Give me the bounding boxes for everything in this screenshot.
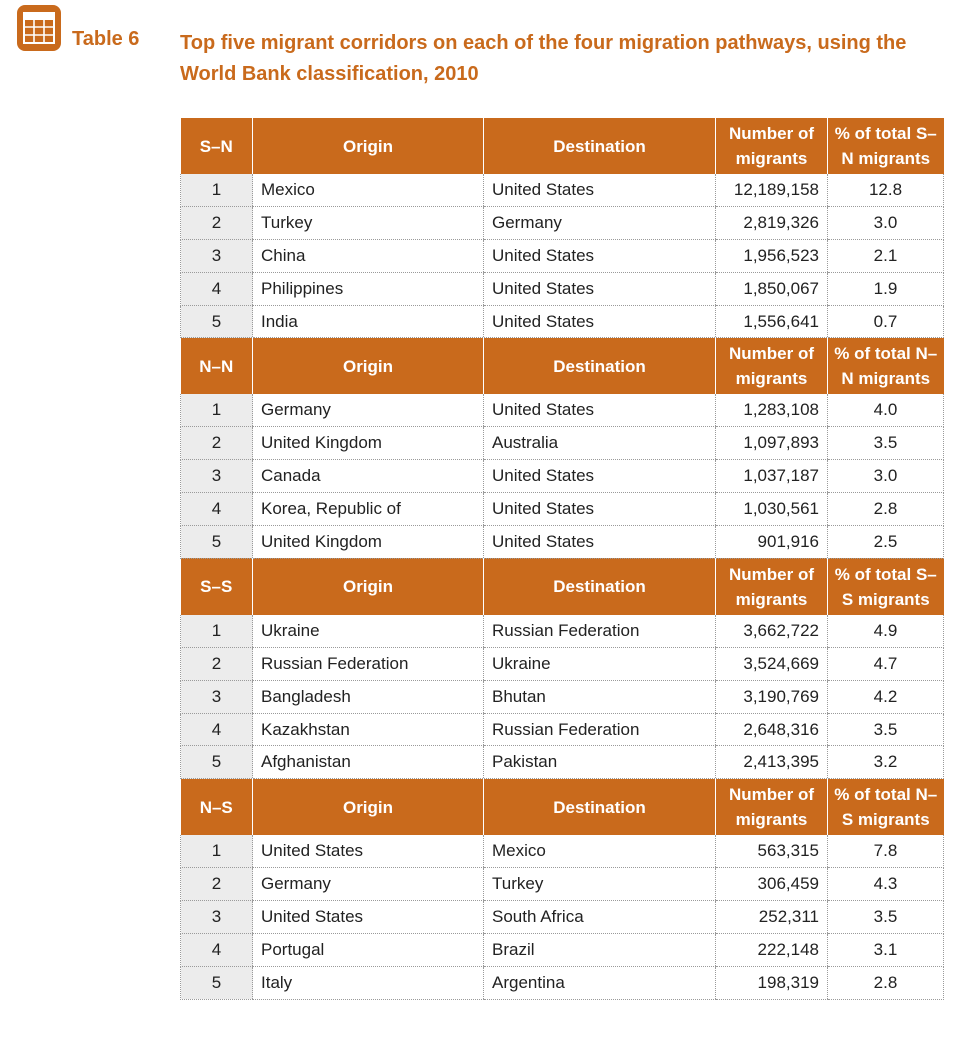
- table-row: [181, 174, 944, 206]
- rank-cell: 3: [181, 239, 253, 272]
- rank-cell: 1: [181, 174, 253, 206]
- origin-cell: Kazakhstan: [253, 713, 484, 746]
- number-cell: 222,148: [716, 934, 828, 967]
- section-header-row: [181, 118, 944, 174]
- origin-cell: Afghanistan: [253, 746, 484, 779]
- table-row: [181, 713, 944, 746]
- percent-cell: 2.5: [828, 526, 944, 559]
- percent-cell: 4.7: [828, 647, 944, 680]
- origin-cell: United Kingdom: [253, 427, 484, 460]
- table-row: [181, 493, 944, 526]
- percent-cell: 12.8: [828, 174, 944, 206]
- origin-cell: United States: [253, 901, 484, 934]
- origin-cell: Philippines: [253, 272, 484, 305]
- origin-cell: Germany: [253, 394, 484, 426]
- rank-cell: 3: [181, 460, 253, 493]
- rank-cell: 5: [181, 746, 253, 779]
- table-row: [181, 305, 944, 338]
- destination-cell: Russian Federation: [484, 713, 716, 746]
- origin-header: Origin: [253, 338, 484, 395]
- destination-cell: United States: [484, 493, 716, 526]
- rank-cell: 3: [181, 680, 253, 713]
- percent-header: % of total S–N migrants: [828, 118, 944, 174]
- destination-cell: United States: [484, 239, 716, 272]
- origin-header: Origin: [253, 118, 484, 174]
- number-header: Number of migrants: [716, 118, 828, 174]
- origin-cell: Korea, Republic of: [253, 493, 484, 526]
- destination-cell: South Africa: [484, 901, 716, 934]
- pathway-header: N–S: [181, 779, 253, 836]
- number-cell: 901,916: [716, 526, 828, 559]
- percent-cell: 3.0: [828, 460, 944, 493]
- number-cell: 1,030,561: [716, 493, 828, 526]
- origin-cell: Germany: [253, 868, 484, 901]
- percent-cell: 2.8: [828, 966, 944, 999]
- origin-cell: India: [253, 305, 484, 338]
- table-row: [181, 901, 944, 934]
- number-cell: 2,648,316: [716, 713, 828, 746]
- percent-cell: 3.5: [828, 427, 944, 460]
- destination-cell: Russian Federation: [484, 615, 716, 647]
- rank-cell: 1: [181, 615, 253, 647]
- table-row: [181, 746, 944, 779]
- rank-cell: 5: [181, 305, 253, 338]
- percent-cell: 4.0: [828, 394, 944, 426]
- destination-cell: United States: [484, 174, 716, 206]
- rank-cell: 4: [181, 934, 253, 967]
- number-cell: 1,850,067: [716, 272, 828, 305]
- rank-cell: 2: [181, 868, 253, 901]
- table-row: [181, 206, 944, 239]
- number-cell: 2,819,326: [716, 206, 828, 239]
- percent-cell: 0.7: [828, 305, 944, 338]
- section-header-row: [181, 558, 944, 615]
- destination-cell: United States: [484, 305, 716, 338]
- rank-cell: 2: [181, 206, 253, 239]
- table-row: [181, 427, 944, 460]
- percent-cell: 3.1: [828, 934, 944, 967]
- table-title: Top five migrant corridors on each of the four migration pathways, using the World Bank classification, 2010: [180, 32, 907, 85]
- rank-cell: 4: [181, 272, 253, 305]
- origin-cell: United Kingdom: [253, 526, 484, 559]
- percent-header: % of total N–S migrants: [828, 779, 944, 836]
- section-header-row: [181, 779, 944, 836]
- destination-header: Destination: [484, 558, 716, 615]
- destination-header: Destination: [484, 779, 716, 836]
- origin-cell: Bangladesh: [253, 680, 484, 713]
- pathway-header: S–N: [181, 118, 253, 174]
- rank-cell: 5: [181, 526, 253, 559]
- percent-cell: 4.9: [828, 615, 944, 647]
- percent-header: % of total S–S migrants: [828, 558, 944, 615]
- rank-cell: 4: [181, 493, 253, 526]
- number-cell: 1,037,187: [716, 460, 828, 493]
- number-cell: 252,311: [716, 901, 828, 934]
- table-row: [181, 394, 944, 426]
- destination-cell: Ukraine: [484, 647, 716, 680]
- table-row: [181, 647, 944, 680]
- destination-cell: Mexico: [484, 835, 716, 867]
- migrant-corridors-table: [180, 118, 944, 1000]
- table-icon: [16, 4, 62, 52]
- number-cell: 563,315: [716, 835, 828, 867]
- number-cell: 2,413,395: [716, 746, 828, 779]
- table-row: [181, 526, 944, 559]
- percent-cell: 7.8: [828, 835, 944, 867]
- table-label: Table 6: [72, 28, 140, 50]
- destination-cell: Pakistan: [484, 746, 716, 779]
- table-row: [181, 239, 944, 272]
- rank-cell: 1: [181, 835, 253, 867]
- origin-header: Origin: [253, 558, 484, 615]
- percent-cell: 3.5: [828, 901, 944, 934]
- origin-cell: Italy: [253, 966, 484, 999]
- destination-cell: Australia: [484, 427, 716, 460]
- origin-cell: China: [253, 239, 484, 272]
- table-row: [181, 272, 944, 305]
- percent-cell: 3.2: [828, 746, 944, 779]
- percent-cell: 4.3: [828, 868, 944, 901]
- number-cell: 306,459: [716, 868, 828, 901]
- percent-cell: 2.1: [828, 239, 944, 272]
- destination-cell: United States: [484, 394, 716, 426]
- rank-cell: 4: [181, 713, 253, 746]
- number-cell: 1,956,523: [716, 239, 828, 272]
- rank-cell: 3: [181, 901, 253, 934]
- destination-header: Destination: [484, 338, 716, 395]
- destination-header: Destination: [484, 118, 716, 174]
- number-header: Number of migrants: [716, 558, 828, 615]
- table-row: [181, 835, 944, 867]
- origin-cell: Mexico: [253, 174, 484, 206]
- origin-cell: Russian Federation: [253, 647, 484, 680]
- origin-cell: Ukraine: [253, 615, 484, 647]
- origin-header: Origin: [253, 779, 484, 836]
- pathway-header: S–S: [181, 558, 253, 615]
- number-header: Number of migrants: [716, 338, 828, 395]
- rank-cell: 2: [181, 647, 253, 680]
- table-row: [181, 934, 944, 967]
- percent-cell: 3.5: [828, 713, 944, 746]
- number-header: Number of migrants: [716, 779, 828, 836]
- table-row: [181, 615, 944, 647]
- number-cell: 3,524,669: [716, 647, 828, 680]
- table-row: [181, 868, 944, 901]
- destination-cell: Turkey: [484, 868, 716, 901]
- table-row: [181, 460, 944, 493]
- percent-cell: 3.0: [828, 206, 944, 239]
- rank-cell: 5: [181, 966, 253, 999]
- destination-cell: Bhutan: [484, 680, 716, 713]
- destination-cell: United States: [484, 526, 716, 559]
- rank-cell: 2: [181, 427, 253, 460]
- number-cell: 12,189,158: [716, 174, 828, 206]
- destination-cell: United States: [484, 460, 716, 493]
- origin-cell: Turkey: [253, 206, 484, 239]
- destination-cell: Germany: [484, 206, 716, 239]
- percent-cell: 4.2: [828, 680, 944, 713]
- origin-cell: United States: [253, 835, 484, 867]
- percent-header: % of total N–N migrants: [828, 338, 944, 395]
- table-row: [181, 966, 944, 999]
- destination-cell: Brazil: [484, 934, 716, 967]
- number-cell: 3,190,769: [716, 680, 828, 713]
- table-row: [181, 680, 944, 713]
- destination-cell: United States: [484, 272, 716, 305]
- origin-cell: Canada: [253, 460, 484, 493]
- percent-cell: 1.9: [828, 272, 944, 305]
- section-header-row: [181, 338, 944, 395]
- destination-cell: Argentina: [484, 966, 716, 999]
- number-cell: 1,556,641: [716, 305, 828, 338]
- rank-cell: 1: [181, 394, 253, 426]
- pathway-header: N–N: [181, 338, 253, 395]
- number-cell: 1,283,108: [716, 394, 828, 426]
- number-cell: 1,097,893: [716, 427, 828, 460]
- number-cell: 198,319: [716, 966, 828, 999]
- percent-cell: 2.8: [828, 493, 944, 526]
- number-cell: 3,662,722: [716, 615, 828, 647]
- origin-cell: Portugal: [253, 934, 484, 967]
